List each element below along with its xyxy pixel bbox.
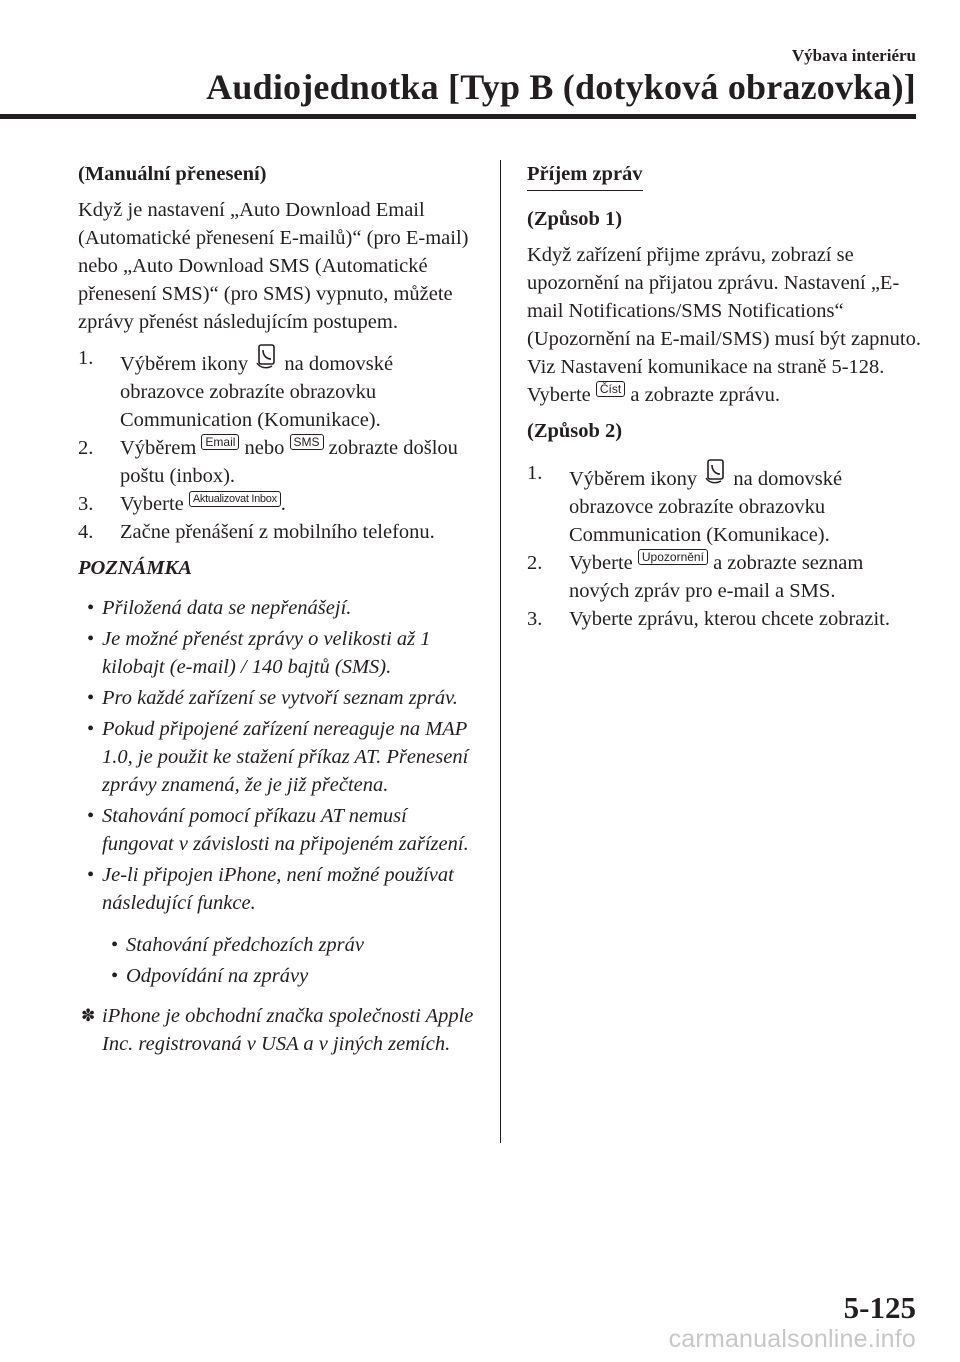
- method-2-heading: (Způsob 2): [527, 420, 623, 442]
- bullet-icon: •: [87, 628, 95, 650]
- sub-note-list: [102, 931, 478, 990]
- manual-transfer-heading: (Manuální přenesení): [78, 163, 267, 185]
- step-text-b: na domovské obrazovce zobrazíte obrazovku Communication (Komunikace).: [120, 353, 394, 431]
- method-2-steps: [527, 459, 927, 633]
- step-4: [78, 518, 478, 546]
- method-1-heading: (Způsob 1): [527, 208, 623, 230]
- footnote: [78, 1002, 478, 1058]
- step-text: Začne přenášení z mobilního telefonu.: [120, 521, 435, 543]
- manual-transfer-intro: Když je nastavení „Auto Download Email (Automatické přenesení E-mailů)“ (pro E-mail) nebo „Auto Download SMS (Automatické přenesení SMS)“ (pro SMS) vypnuto, můžete zprávy přenést následujícím postupem.: [78, 199, 469, 333]
- step-text-mid: nebo: [244, 437, 285, 459]
- step-text: Vyberte zprávu, kterou chcete zobrazit.: [569, 608, 891, 630]
- step-text-b: a zobrazte seznam nových zpráv pro e-mail a SMS.: [569, 552, 864, 602]
- select-text-b: a zobrazte zprávu.: [630, 384, 781, 406]
- step-1: [78, 344, 478, 434]
- step-3: [527, 605, 927, 633]
- select-text-a: Vyberte: [527, 384, 591, 406]
- sub-note-text: Stahování předchozích zpráv: [126, 934, 364, 956]
- note-text: Pokud připojené zařízení nereaguje na MAP 1.0, je použit ke stažení příkaz AT. Přenesení zprávy znamená, že je již přečtena.: [102, 718, 469, 796]
- note-item: [78, 802, 478, 858]
- note-list: [78, 594, 478, 917]
- step-text-b: na domovské obrazovce zobrazíte obrazovku Communication (Komunikace).: [569, 468, 843, 546]
- step-2: [78, 434, 478, 490]
- step-number: 3.: [527, 608, 543, 630]
- note-item: [78, 684, 478, 712]
- step-text-b: .: [280, 493, 286, 515]
- method-1-select: [527, 381, 927, 409]
- note-item: [78, 625, 478, 681]
- bullet-icon: •: [111, 965, 119, 987]
- email-button: Email: [201, 434, 239, 450]
- page-number: 5-125: [843, 1290, 916, 1325]
- step-number: 2.: [527, 552, 543, 574]
- header-section: Výbava interiéru: [791, 46, 916, 65]
- step-text-a: Vyberte: [569, 552, 633, 574]
- bullet-icon: •: [87, 597, 95, 619]
- page-title: Audiojednotka [Typ B (dotyková obrazovka)]: [206, 67, 916, 107]
- note-title: POZNÁMKA: [78, 557, 192, 579]
- sub-note-text: Odpovídání na zprávy: [126, 965, 309, 987]
- sub-note-item: [102, 962, 478, 990]
- step-number: 3.: [78, 493, 94, 515]
- method-1-paragraph: Když zařízení přijme zprávu, zobrazí se upozornění na přijatou zprávu. Nastavení „E-mail Notifications/SMS Notifications“ (Upozornění na E-mail/SMS) musí být zapnuto.: [527, 244, 921, 350]
- sub-note-item: [102, 931, 478, 959]
- step-number: 1.: [78, 347, 94, 369]
- note-item: [78, 861, 478, 917]
- bullet-icon: •: [87, 687, 95, 709]
- bullet-icon: •: [111, 934, 119, 956]
- bullet-icon: •: [87, 864, 95, 886]
- note-text: Přiložená data se nepřenášejí.: [102, 597, 352, 619]
- header-rule: [0, 114, 916, 119]
- step-number: 1.: [527, 462, 543, 484]
- receive-section-title: Příjem zpráv: [527, 160, 643, 191]
- sms-button: SMS: [290, 434, 324, 450]
- step-text-a: Vyberte: [120, 493, 184, 515]
- update-inbox-button: Aktualizovat Inbox: [189, 491, 281, 507]
- manual-transfer-steps: [78, 344, 478, 546]
- bullet-icon: •: [87, 805, 95, 827]
- step-3: [78, 490, 478, 518]
- footnote-text: iPhone je obchodní značka společnosti Apple Inc. registrovaná v USA a v jiných zemích.: [102, 1005, 474, 1055]
- step-text-a: Výběrem ikony: [569, 468, 698, 490]
- note-item: [78, 715, 478, 799]
- note-text: Pro každé zařízení se vytvoří seznam zpráv.: [102, 687, 458, 709]
- step-2: [527, 549, 927, 605]
- note-item: [78, 594, 478, 622]
- note-text: Je možné přenést zprávy o velikosti až 1 kilobajt (e-mail) / 140 bajtů (SMS).: [102, 628, 431, 678]
- step-number: 4.: [78, 521, 94, 543]
- method-1-reference: Viz Nastavení komunikace na straně 5-128.: [527, 356, 885, 378]
- step-text-a: Výběrem: [120, 437, 197, 459]
- note-text: Stahování pomocí příkazu AT nemusí fungovat v závislosti na připojeném zařízení.: [102, 805, 469, 855]
- read-button: Číst: [596, 381, 625, 397]
- communication-icon: [704, 459, 726, 485]
- step-text-a: Výběrem ikony: [120, 353, 249, 375]
- right-column: [527, 160, 927, 641]
- step-1: [527, 459, 927, 549]
- note-text: Je-li připojen iPhone, není možné používat následující funkce.: [102, 864, 454, 914]
- footnote-star-icon: ✽: [81, 1006, 96, 1025]
- notifications-button: Upozornění: [638, 549, 708, 565]
- step-text-b: zobrazte došlou poštu (inbox).: [120, 437, 458, 487]
- watermark: carmanualsonline.info: [668, 1325, 916, 1353]
- communication-icon: [255, 344, 277, 370]
- bullet-icon: •: [87, 718, 95, 740]
- left-column: [78, 160, 478, 1058]
- column-divider: [500, 160, 501, 1143]
- step-number: 2.: [78, 437, 94, 459]
